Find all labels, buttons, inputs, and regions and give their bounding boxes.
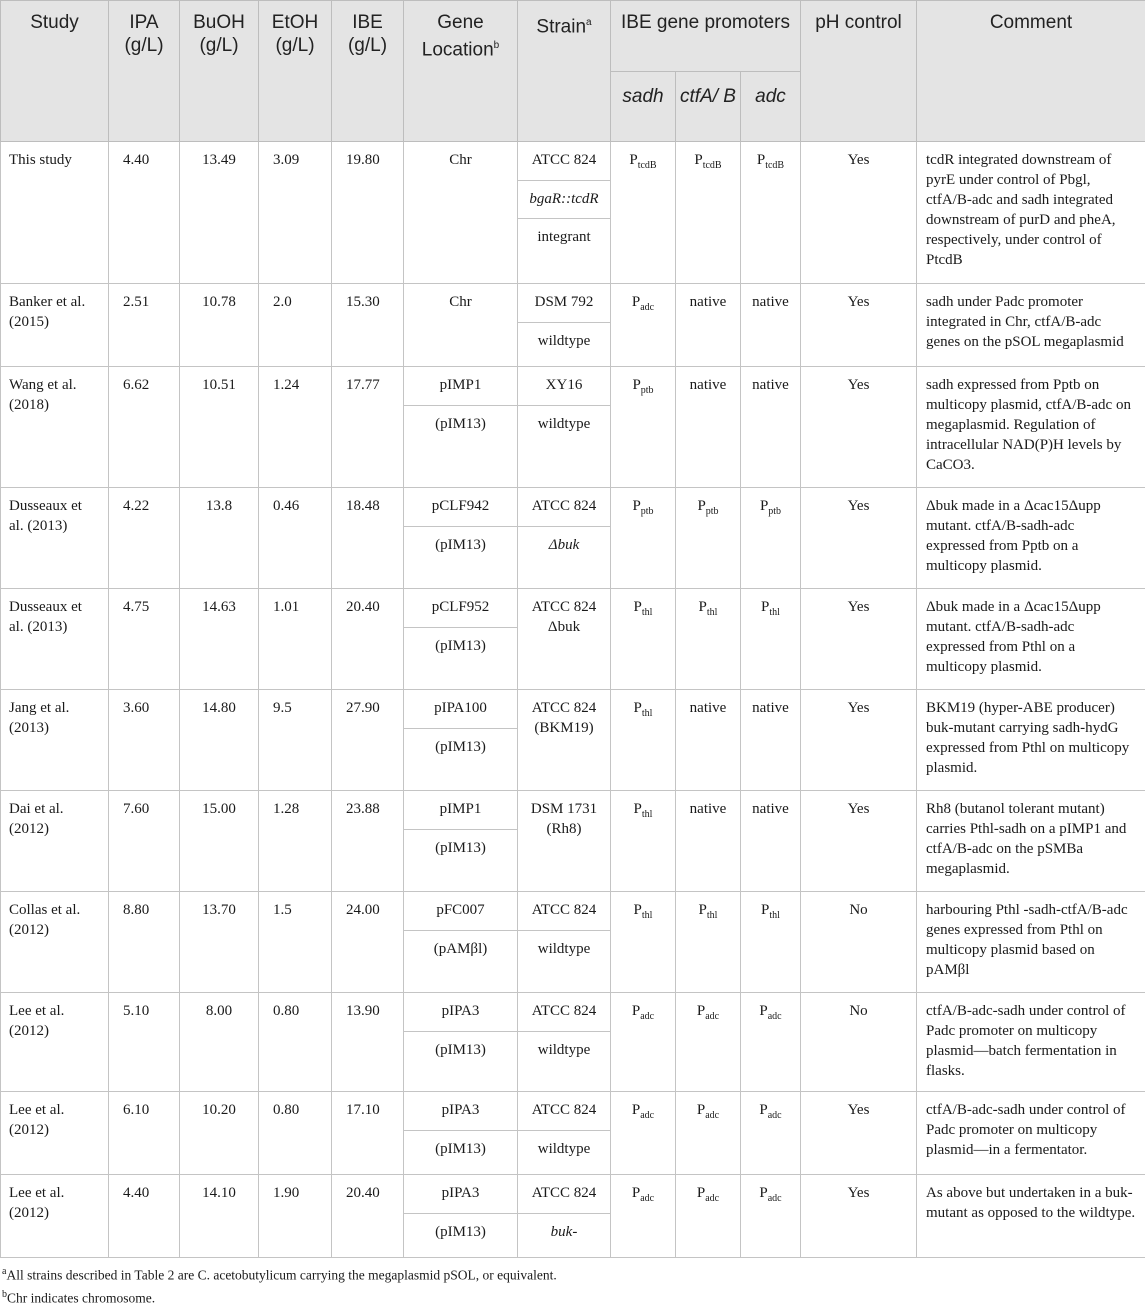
cell-promoter-sadh-subscript: adc	[640, 1011, 654, 1022]
cell-strain-line: wildtype	[518, 930, 610, 968]
cell-promoter-sadh-subscript: thl	[642, 809, 653, 820]
cell-buoh: 14.63	[180, 589, 259, 690]
cell-promoter-adc	[741, 488, 801, 589]
cell-etoh: 1.90	[259, 1175, 332, 1258]
cell-promoter-ctfab-text: P	[697, 498, 705, 514]
cell-etoh: 1.24	[259, 367, 332, 488]
cell-promoter-ctfab	[676, 690, 741, 791]
footnote-marker-b: b	[494, 40, 500, 51]
footnote-marker-a: a	[586, 17, 592, 28]
cell-etoh: 3.09	[259, 142, 332, 284]
cell-strain	[518, 993, 611, 1092]
cell-strain	[518, 1175, 611, 1258]
cell-comment: BKM19 (hyper-ABE producer) buk-mutant carrying sadh-hydG expressed from Pthl on multicopy plasmid.	[917, 690, 1145, 791]
cell-promoter-adc	[741, 791, 801, 892]
cell-promoter-adc	[741, 892, 801, 993]
cell-comment: Δbuk made in a Δcac15Δupp mutant. ctfA/B-sadh-adc expressed from Pthl on a multicopy plasmid.	[917, 589, 1145, 690]
cell-study: Lee et al. (2012)	[1, 993, 109, 1092]
cell-etoh: 2.0	[259, 284, 332, 367]
cell-promoter-ctfab	[676, 142, 741, 284]
cell-strain	[518, 589, 611, 690]
cell-buoh: 10.51	[180, 367, 259, 488]
cell-promoter-adc-text: native	[752, 377, 789, 393]
cell-strain	[518, 367, 611, 488]
cell-etoh: 1.5	[259, 892, 332, 993]
cell-etoh: 0.46	[259, 488, 332, 589]
cell-strain-line: integrant	[518, 218, 610, 256]
cell-ibe: 19.80	[332, 142, 404, 284]
cell-comment: Rh8 (butanol tolerant mutant) carries Pthl-sadh on a pIMP1 and ctfA/B-adc on the pSMBa megaplasmid.	[917, 791, 1145, 892]
cell-promoter-sadh-text: P	[634, 902, 642, 918]
table-row	[1, 892, 1145, 993]
header-gene-location: Gene Location$^b$	[404, 1, 518, 142]
cell-gene-location-line: (pIM13)	[404, 1213, 517, 1251]
cell-promoter-adc-text: native	[752, 801, 789, 817]
cell-strain-line: ATCC 824	[518, 1183, 610, 1213]
cell-strain-line: ATCC 824	[518, 496, 610, 526]
cell-study: Wang et al. (2018)	[1, 367, 109, 488]
cell-promoter-sadh-text: P	[634, 801, 642, 817]
cell-ibe: 17.10	[332, 1092, 404, 1175]
cell-promoter-adc-subscript: ptb	[768, 506, 781, 517]
cell-promoter-adc-text: P	[757, 152, 765, 168]
cell-strain-line: wildtype	[518, 1031, 610, 1069]
cell-study: Lee et al. (2012)	[1, 1175, 109, 1258]
table-row	[1, 791, 1145, 892]
cell-ibe: 27.90	[332, 690, 404, 791]
cell-promoter-adc	[741, 1092, 801, 1175]
cell-promoter-sadh-text: P	[634, 599, 642, 615]
cell-gene-location-line: (pIM13)	[404, 1031, 517, 1069]
cell-buoh: 13.8	[180, 488, 259, 589]
cell-promoter-sadh-text: P	[632, 1102, 640, 1118]
table-row	[1, 690, 1145, 791]
cell-strain-line: XY16	[518, 375, 610, 405]
cell-etoh: 0.80	[259, 1092, 332, 1175]
cell-gene-location-line: (pIM13)	[404, 1130, 517, 1168]
cell-comment: harbouring Pthl -sadh-ctfA/B-adc genes expressed from Pthl on multicopy plasmid based on pAMβl	[917, 892, 1145, 993]
cell-promoter-ctfab-subscript: thl	[707, 910, 718, 921]
cell-promoter-ctfab-subscript: tcdB	[703, 160, 722, 171]
cell-gene-location	[404, 284, 518, 367]
cell-promoter-sadh	[611, 589, 676, 690]
cell-promoter-adc-text: native	[752, 294, 789, 310]
cell-ph-control: Yes	[801, 1092, 917, 1175]
cell-ipa: 4.40	[109, 1175, 180, 1258]
cell-promoter-adc-text: P	[759, 1102, 767, 1118]
cell-gene-location	[404, 589, 518, 690]
cell-study: Collas et al. (2012)	[1, 892, 109, 993]
cell-promoter-adc	[741, 142, 801, 284]
cell-ipa: 3.60	[109, 690, 180, 791]
cell-study: Lee et al. (2012)	[1, 1092, 109, 1175]
cell-ipa: 2.51	[109, 284, 180, 367]
cell-comment: As above but undertaken in a buk- mutant as opposed to the wildtype.	[917, 1175, 1145, 1258]
cell-gene-location-line: pIPA3	[404, 1183, 517, 1213]
cell-promoter-adc-text: P	[759, 1185, 767, 1201]
table-row	[1, 488, 1145, 589]
cell-promoter-sadh-text: P	[632, 498, 640, 514]
cell-promoter-ctfab	[676, 993, 741, 1092]
cell-comment: tcdR integrated downstream of pyrE under control of Pbgl, ctfA/B-adc and sadh integrated downstream of purD and pheA, respectively, under control of PtcdB	[917, 142, 1145, 284]
cell-buoh: 8.00	[180, 993, 259, 1092]
cell-promoter-ctfab-text: native	[690, 801, 727, 817]
header-strain: Strain$^a$	[518, 1, 611, 142]
cell-promoter-ctfab-text: P	[697, 1185, 705, 1201]
table-footnotes	[0, 1258, 1145, 1307]
cell-strain-line: wildtype	[518, 405, 610, 443]
cell-gene-location-line: pCLF942	[404, 496, 517, 526]
cell-gene-location-line: (pIM13)	[404, 829, 517, 867]
cell-promoter-sadh-subscript: adc	[640, 302, 654, 313]
cell-promoter-sadh	[611, 791, 676, 892]
cell-buoh: 10.78	[180, 284, 259, 367]
footnote-a: $^a$All strains described in Table 2 are C. acetobutylicum carrying the megaplasmid pSOL, or equivalent.	[2, 1262, 1143, 1285]
cell-promoter-sadh-text: P	[634, 700, 642, 716]
cell-strain-line: bgaR::tcdR	[518, 180, 610, 218]
cell-ibe: 15.30	[332, 284, 404, 367]
cell-ph-control: Yes	[801, 791, 917, 892]
cell-etoh: 1.01	[259, 589, 332, 690]
cell-gene-location	[404, 1175, 518, 1258]
cell-promoter-sadh	[611, 367, 676, 488]
cell-buoh: 13.70	[180, 892, 259, 993]
cell-ph-control: Yes	[801, 589, 917, 690]
cell-buoh: 13.49	[180, 142, 259, 284]
cell-promoter-adc-subscript: thl	[769, 910, 780, 921]
cell-ipa: 6.10	[109, 1092, 180, 1175]
cell-gene-location	[404, 892, 518, 993]
cell-ibe: 20.40	[332, 1175, 404, 1258]
cell-study: Jang et al. (2013)	[1, 690, 109, 791]
cell-gene-location-line: pIMP1	[404, 375, 517, 405]
cell-strain-line: ATCC 824 (BKM19)	[518, 698, 610, 728]
cell-ph-control: Yes	[801, 367, 917, 488]
cell-gene-location	[404, 1092, 518, 1175]
cell-promoter-sadh-subscript: thl	[642, 708, 653, 719]
header-ipa: IPA (g/L)	[109, 1, 180, 142]
cell-ph-control: No	[801, 993, 917, 1092]
cell-promoter-adc	[741, 284, 801, 367]
cell-comment: sadh expressed from Pptb on multicopy plasmid, ctfA/B-adc on megaplasmid. Regulation of intracellular NAD(P)H levels by CaCO3.	[917, 367, 1145, 488]
cell-gene-location	[404, 993, 518, 1092]
cell-study: Dai et al. (2012)	[1, 791, 109, 892]
cell-gene-location-line: pIMP1	[404, 799, 517, 829]
cell-gene-location-line: Chr	[404, 292, 517, 322]
cell-promoter-ctfab	[676, 791, 741, 892]
cell-promoter-adc-subscript: adc	[768, 1011, 782, 1022]
cell-promoter-ctfab	[676, 284, 741, 367]
cell-promoter-ctfab-text: native	[690, 377, 727, 393]
header-promoters: IBE gene promoters	[611, 1, 801, 72]
cell-ipa: 4.40	[109, 142, 180, 284]
cell-ibe: 23.88	[332, 791, 404, 892]
cell-promoter-ctfab-subscript: thl	[707, 607, 718, 618]
cell-ipa: 5.10	[109, 993, 180, 1092]
cell-ibe: 20.40	[332, 589, 404, 690]
table-row	[1, 142, 1145, 284]
cell-promoter-ctfab-text: P	[697, 1003, 705, 1019]
cell-promoter-adc-subscript: tcdB	[765, 160, 784, 171]
cell-strain-line: wildtype	[518, 1130, 610, 1168]
header-comment: Comment	[917, 1, 1145, 142]
cell-promoter-ctfab-subscript: adc	[705, 1011, 719, 1022]
cell-gene-location-line: pIPA100	[404, 698, 517, 728]
cell-promoter-sadh-text: P	[629, 152, 637, 168]
cell-gene-location-line: pCLF952	[404, 597, 517, 627]
cell-ph-control: Yes	[801, 284, 917, 367]
cell-gene-location-line: (pIM13)	[404, 627, 517, 665]
cell-strain	[518, 284, 611, 367]
cell-promoter-sadh-text: P	[632, 1003, 640, 1019]
cell-promoter-adc-subscript: thl	[769, 607, 780, 618]
cell-promoter-sadh-subscript: thl	[642, 910, 653, 921]
cell-study: Dusseaux et al. (2013)	[1, 488, 109, 589]
cell-promoter-sadh-text: P	[632, 377, 640, 393]
cell-gene-location-line: pIPA3	[404, 1001, 517, 1031]
cell-promoter-sadh-subscript: tcdB	[638, 160, 657, 171]
cell-strain-line: ATCC 824	[518, 1001, 610, 1031]
cell-strain-line: wildtype	[518, 322, 610, 360]
cell-promoter-ctfab-text: P	[699, 902, 707, 918]
cell-strain-line: ATCC 824	[518, 150, 610, 180]
cell-strain-line: ATCC 824	[518, 1100, 610, 1130]
cell-promoter-ctfab-subscript: adc	[705, 1110, 719, 1121]
cell-buoh: 14.80	[180, 690, 259, 791]
header-buoh: BuOH (g/L)	[180, 1, 259, 142]
header-ph-control: pH control	[801, 1, 917, 142]
cell-promoter-adc	[741, 1175, 801, 1258]
cell-promoter-sadh-subscript: thl	[642, 607, 653, 618]
cell-promoter-ctfab-subscript: adc	[705, 1193, 719, 1204]
cell-ibe: 17.77	[332, 367, 404, 488]
cell-strain	[518, 1092, 611, 1175]
cell-promoter-sadh-text: P	[632, 294, 640, 310]
cell-promoter-sadh	[611, 142, 676, 284]
header-ibe: IBE (g/L)	[332, 1, 404, 142]
cell-promoter-ctfab-text: P	[697, 1102, 705, 1118]
header-study: Study	[1, 1, 109, 142]
cell-comment: ctfA/B-adc-sadh under control of Padc promoter on multicopy plasmid—in a fermentator.	[917, 1092, 1145, 1175]
table-row	[1, 993, 1145, 1092]
cell-promoter-ctfab	[676, 367, 741, 488]
cell-ibe: 24.00	[332, 892, 404, 993]
cell-strain-line: ATCC 824 Δbuk	[518, 597, 610, 627]
cell-promoter-ctfab	[676, 488, 741, 589]
cell-strain-line: Δbuk	[518, 526, 610, 564]
cell-promoter-ctfab	[676, 1092, 741, 1175]
cell-gene-location-line: Chr	[404, 150, 517, 180]
cell-gene-location-line: (pIM13)	[404, 405, 517, 443]
cell-promoter-sadh-subscript: adc	[640, 1193, 654, 1204]
cell-ibe: 13.90	[332, 993, 404, 1092]
cell-study: Dusseaux et al. (2013)	[1, 589, 109, 690]
cell-gene-location	[404, 488, 518, 589]
cell-promoter-ctfab-text: P	[694, 152, 702, 168]
cell-strain-line: DSM 792	[518, 292, 610, 322]
cell-ph-control: Yes	[801, 1175, 917, 1258]
cell-gene-location	[404, 142, 518, 284]
table-row	[1, 284, 1145, 367]
cell-promoter-sadh-subscript: ptb	[641, 506, 654, 517]
cell-promoter-ctfab	[676, 589, 741, 690]
cell-strain	[518, 488, 611, 589]
cell-promoter-sadh	[611, 488, 676, 589]
cell-gene-location-line: (pIM13)	[404, 526, 517, 564]
cell-strain-line: buk-	[518, 1213, 610, 1251]
cell-buoh: 10.20	[180, 1092, 259, 1175]
header-etoh: EtOH (g/L)	[259, 1, 332, 142]
cell-strain	[518, 892, 611, 993]
cell-comment: sadh under Padc promoter integrated in Chr, ctfA/B-adc genes on the pSOL megaplasmid	[917, 284, 1145, 367]
cell-comment: Δbuk made in a Δcac15Δupp mutant. ctfA/B-sadh-adc expressed from Pptb on a multicopy plasmid.	[917, 488, 1145, 589]
cell-promoter-adc-subscript: adc	[768, 1193, 782, 1204]
cell-promoter-sadh	[611, 690, 676, 791]
cell-promoter-sadh	[611, 1175, 676, 1258]
cell-promoter-ctfab	[676, 892, 741, 993]
cell-etoh: 1.28	[259, 791, 332, 892]
cell-ipa: 4.22	[109, 488, 180, 589]
cell-promoter-sadh-subscript: ptb	[641, 385, 654, 396]
cell-ipa: 8.80	[109, 892, 180, 993]
table-row	[1, 589, 1145, 690]
cell-promoter-sadh	[611, 892, 676, 993]
cell-buoh: 15.00	[180, 791, 259, 892]
cell-promoter-adc	[741, 367, 801, 488]
cell-gene-location-line: pFC007	[404, 900, 517, 930]
cell-gene-location	[404, 367, 518, 488]
cell-ipa: 7.60	[109, 791, 180, 892]
footnote-b: $^b$Chr indicates chromosome.	[2, 1285, 1143, 1307]
cell-ipa: 4.75	[109, 589, 180, 690]
cell-study: This study	[1, 142, 109, 284]
table-row	[1, 1092, 1145, 1175]
cell-etoh: 0.80	[259, 993, 332, 1092]
cell-etoh: 9.5	[259, 690, 332, 791]
cell-strain-line: ATCC 824	[518, 900, 610, 930]
cell-ph-control: No	[801, 892, 917, 993]
table-row	[1, 1175, 1145, 1258]
cell-promoter-ctfab-text: native	[690, 294, 727, 310]
cell-promoter-adc-subscript: adc	[768, 1110, 782, 1121]
cell-promoter-sadh	[611, 993, 676, 1092]
cell-strain	[518, 690, 611, 791]
cell-promoter-ctfab-subscript: ptb	[706, 506, 719, 517]
cell-strain-line: DSM 1731 (Rh8)	[518, 799, 610, 829]
cell-promoter-adc-text: P	[761, 599, 769, 615]
cell-promoter-adc-text: native	[752, 700, 789, 716]
cell-promoter-ctfab-text: native	[690, 700, 727, 716]
cell-strain	[518, 142, 611, 284]
cell-promoter-ctfab	[676, 1175, 741, 1258]
cell-gene-location-line: pIPA3	[404, 1100, 517, 1130]
cell-promoter-adc	[741, 993, 801, 1092]
cell-ipa: 6.62	[109, 367, 180, 488]
cell-ph-control: Yes	[801, 690, 917, 791]
cell-gene-location	[404, 791, 518, 892]
cell-strain	[518, 791, 611, 892]
table-row	[1, 367, 1145, 488]
cell-promoter-adc	[741, 690, 801, 791]
cell-promoter-sadh-subscript: adc	[640, 1110, 654, 1121]
cell-promoter-sadh-text: P	[632, 1185, 640, 1201]
cell-promoter-ctfab-text: P	[699, 599, 707, 615]
cell-promoter-adc-text: P	[760, 498, 768, 514]
cell-promoter-adc-text: P	[761, 902, 769, 918]
cell-comment: ctfA/B-adc-sadh under control of Padc promoter on multicopy plasmid—batch fermentation in flasks.	[917, 993, 1145, 1092]
cell-promoter-adc-text: P	[759, 1003, 767, 1019]
cell-promoter-sadh	[611, 1092, 676, 1175]
cell-gene-location-line: (pIM13)	[404, 728, 517, 766]
header-adc: adc	[741, 72, 801, 142]
header-sadh: sadh	[611, 72, 676, 142]
cell-study: Banker et al. (2015)	[1, 284, 109, 367]
cell-promoter-sadh	[611, 284, 676, 367]
cell-ph-control: Yes	[801, 142, 917, 284]
cell-ph-control: Yes	[801, 488, 917, 589]
cell-gene-location	[404, 690, 518, 791]
cell-promoter-adc	[741, 589, 801, 690]
cell-buoh: 14.10	[180, 1175, 259, 1258]
cell-ibe: 18.48	[332, 488, 404, 589]
cell-gene-location-line: (pAMβl)	[404, 930, 517, 968]
header-ctfab: ctfA/ B	[676, 72, 741, 142]
